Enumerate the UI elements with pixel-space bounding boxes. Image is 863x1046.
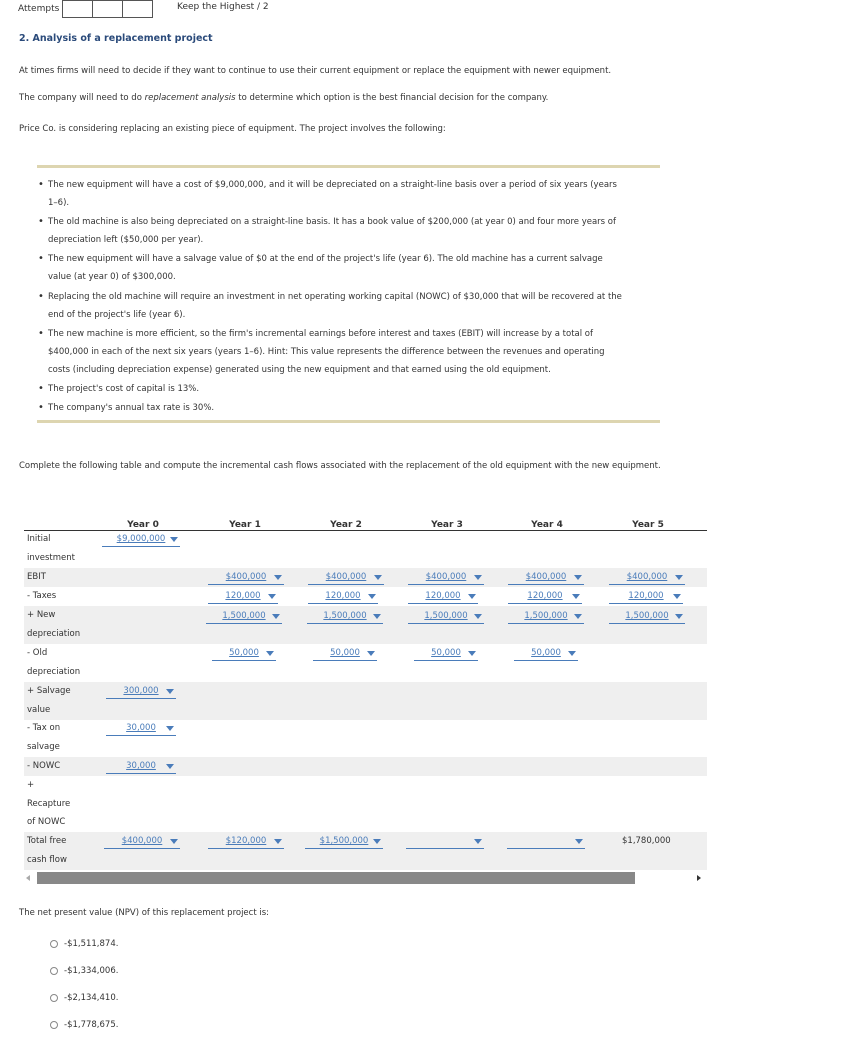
dropdown-tax-on-salvage[interactable]: 30,000 — [106, 722, 176, 736]
label-recapture-nowc: + Recapture of NOWC — [27, 780, 71, 827]
chevron-down-icon — [474, 614, 482, 619]
chevron-down-icon — [166, 689, 174, 694]
table-instruction: Complete the following table and compute the incremental cash flows associated with the replacement of the old equipment with the new equipment. — [19, 461, 661, 471]
chevron-down-icon — [266, 651, 274, 656]
header-year-4: Year 4 — [531, 520, 563, 530]
bullet-continuation: value (at year 0) of $300,000. — [48, 272, 176, 282]
radio-button[interactable] — [50, 967, 58, 975]
header-year-5: Year 5 — [632, 520, 664, 530]
chevron-down-icon — [272, 614, 280, 619]
npv-option-2[interactable]: -$1,334,006. — [50, 966, 118, 976]
keep-highest-label: Keep the Highest / 2 — [177, 2, 269, 12]
dropdown-ebit-year-1[interactable]: $400,000 — [208, 571, 284, 585]
chevron-down-icon — [170, 839, 178, 844]
bullet-tax-rate: • The company's annual tax rate is 30%. — [37, 399, 657, 418]
chevron-down-icon — [675, 575, 683, 580]
chevron-down-icon — [572, 594, 580, 599]
dropdown-taxes-year-5[interactable]: 120,000 — [609, 590, 683, 604]
intro-paragraph-2: The company will need to do replacement analysis to determine which option is the best financial decision for the company. — [19, 93, 549, 103]
table-horizontal-scrollbar[interactable] — [24, 872, 707, 884]
chevron-down-icon — [675, 614, 683, 619]
total-year-5: $1,780,000 — [622, 836, 671, 846]
dropdown-old-dep-year-1[interactable]: 50,000 — [212, 647, 276, 661]
chevron-down-icon — [575, 839, 583, 844]
dropdown-taxes-year-3[interactable]: 120,000 — [408, 590, 478, 604]
chevron-down-icon — [374, 575, 382, 580]
chevron-down-icon — [574, 575, 582, 580]
dropdown-total-year-2[interactable]: $1,500,000 — [305, 835, 383, 849]
dropdown-new-dep-year-3[interactable]: 1,500,000 — [408, 610, 484, 624]
dropdown-salvage-value[interactable]: 300,000 — [106, 685, 176, 699]
dropdown-ebit-year-2[interactable]: $400,000 — [308, 571, 384, 585]
question-title: 2. Analysis of a replacement project — [19, 33, 213, 44]
radio-button[interactable] — [50, 994, 58, 1002]
dropdown-old-dep-year-2[interactable]: 50,000 — [313, 647, 377, 661]
chevron-down-icon — [373, 839, 381, 844]
dropdown-old-dep-year-4[interactable]: 50,000 — [514, 647, 578, 661]
attempt-boxes — [62, 0, 153, 18]
project-details-box — [37, 165, 660, 423]
dropdown-ebit-year-3[interactable]: $400,000 — [408, 571, 484, 585]
dropdown-new-dep-year-5[interactable]: 1,500,000 — [609, 610, 685, 624]
chevron-down-icon — [474, 575, 482, 580]
header-rule — [24, 530, 707, 531]
dropdown-nowc[interactable]: 30,000 — [106, 760, 176, 774]
chevron-down-icon — [474, 839, 482, 844]
dropdown-taxes-year-4[interactable]: 120,000 — [508, 590, 582, 604]
attempts-label: Attempts — [18, 3, 60, 14]
bullet-old-machine: • The old machine is also being depreciated on a straight-line basis. It has a book value of $200,000 (at year 0) and four more years of — [37, 213, 657, 232]
scroll-left-icon[interactable] — [26, 875, 30, 881]
scrollbar-thumb[interactable] — [37, 872, 635, 884]
bullet-salvage: • The new equipment will have a salvage value of $0 at the end of the project's life (year 6). The old machine has a current salvage — [37, 250, 657, 269]
bullet-new-equipment: • The new equipment will have a cost of $9,000,000, and it will be depreciated on a straight-line basis over a period of six years (years — [37, 176, 657, 195]
dropdown-taxes-year-1[interactable]: 120,000 — [208, 590, 278, 604]
scroll-right-icon[interactable] — [697, 875, 701, 881]
bullet-cost-of-capital: • The project's cost of capital is 13%. — [37, 380, 657, 399]
label-tax-on-salvage: - Tax on salvage — [27, 723, 61, 752]
bullet-continuation: costs (including depreciation expense) generated using the new equipment and that earned using the old equipment. — [48, 365, 551, 375]
dropdown-total-year-1[interactable]: $120,000 — [208, 835, 284, 849]
bullet-continuation: end of the project's life (year 6). — [48, 310, 186, 320]
bullet-continuation: depreciation left ($50,000 per year). — [48, 235, 204, 245]
npv-option-3[interactable]: -$2,134,410. — [50, 993, 118, 1003]
dropdown-ebit-year-4[interactable]: $400,000 — [508, 571, 584, 585]
chevron-down-icon — [166, 726, 174, 731]
chevron-down-icon — [274, 839, 282, 844]
chevron-down-icon — [367, 651, 375, 656]
label-ebit: EBIT — [27, 572, 46, 582]
label-initial-investment: Initial investment — [27, 534, 75, 563]
bullet-nowc: • Replacing the old machine will require an investment in net operating working capital (NOWC) of $30,000 that will be recovered at the — [37, 288, 657, 307]
header-year-3: Year 3 — [431, 520, 463, 530]
npv-option-1[interactable]: -$1,511,874. — [50, 939, 118, 949]
radio-button[interactable] — [50, 940, 58, 948]
bullet-continuation: $400,000 in each of the next six years (years 1–6). Hint: This value represents the difference between the revenues and operating — [48, 347, 605, 357]
chevron-down-icon — [373, 614, 381, 619]
chevron-down-icon — [468, 594, 476, 599]
chevron-down-icon — [368, 594, 376, 599]
bullet-ebit: • The new machine is more efficient, so the firm's incremental earnings before interest and taxes (EBIT) will increase by a total of — [37, 325, 657, 344]
chevron-down-icon — [673, 594, 681, 599]
dropdown-new-dep-year-2[interactable]: 1,500,000 — [307, 610, 383, 624]
intro-paragraph-3: Price Co. is considering replacing an existing piece of equipment. The project involves the following: — [19, 124, 446, 134]
dropdown-initial-investment[interactable]: $9,000,000 — [102, 533, 180, 547]
bullet-continuation: 1–6). — [48, 198, 70, 208]
dropdown-taxes-year-2[interactable]: 120,000 — [308, 590, 378, 604]
chevron-down-icon — [468, 651, 476, 656]
header-year-1: Year 1 — [229, 520, 261, 530]
label-salvage-value: + Salvage value — [27, 686, 71, 715]
dropdown-old-dep-year-3[interactable]: 50,000 — [414, 647, 478, 661]
radio-button[interactable] — [50, 1021, 58, 1029]
label-nowc: - NOWC — [27, 761, 61, 771]
dropdown-ebit-year-5[interactable]: $400,000 — [609, 571, 685, 585]
chevron-down-icon — [274, 575, 282, 580]
header-year-0: Year 0 — [127, 520, 159, 530]
label-new-depreciation: + New depreciation — [27, 610, 81, 639]
dropdown-new-dep-year-4[interactable]: 1,500,000 — [508, 610, 584, 624]
npv-option-4[interactable]: -$1,778,675. — [50, 1020, 118, 1030]
chevron-down-icon — [170, 537, 178, 542]
chevron-down-icon — [166, 764, 174, 769]
chevron-down-icon — [268, 594, 276, 599]
label-total-free-cash-flow: Total free cash flow — [27, 836, 67, 865]
dropdown-total-year-0[interactable]: $400,000 — [104, 835, 180, 849]
attempt-box — [123, 1, 152, 17]
dropdown-total-year-3[interactable] — [406, 835, 484, 849]
npv-prompt: The net present value (NPV) of this replacement project is: — [19, 908, 270, 918]
intro-paragraph-1: At times firms will need to decide if they want to continue to use their current equipment or replace the equipment with newer equipment. — [19, 66, 612, 76]
dropdown-total-year-4[interactable] — [507, 835, 585, 849]
attempts-tracker — [18, 0, 153, 17]
chevron-down-icon — [568, 651, 576, 656]
dropdown-new-dep-year-1[interactable]: 1,500,000 — [206, 610, 282, 624]
header-year-2: Year 2 — [330, 520, 362, 530]
label-old-depreciation: - Old depreciation — [27, 648, 81, 677]
label-taxes: - Taxes — [27, 591, 57, 601]
chevron-down-icon — [574, 614, 582, 619]
attempt-box — [93, 1, 123, 17]
attempt-box — [63, 1, 93, 17]
